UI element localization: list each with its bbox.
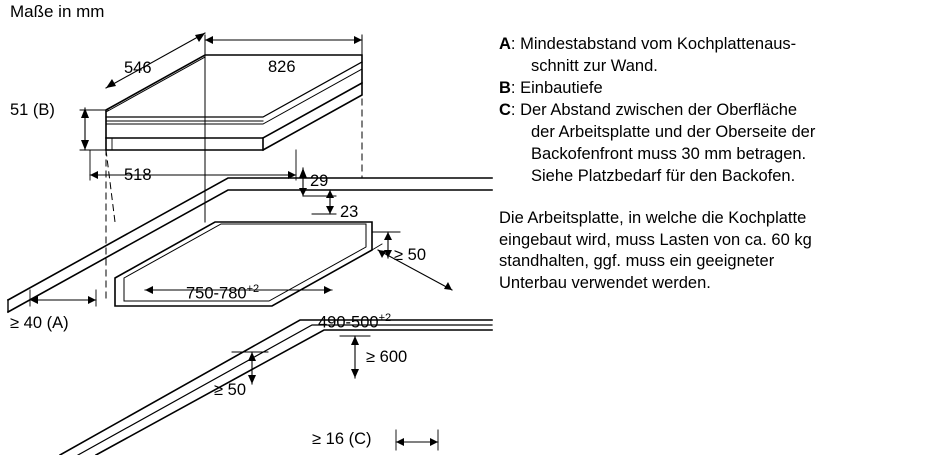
legend-a-line1: Mindestabstand vom Kochplattenaus-	[520, 35, 797, 53]
dimension-ge-16-c: ≥ 16 (C)	[312, 430, 372, 448]
dimension-750-780: $750-780^{+2}$	[186, 283, 260, 303]
legend-key-a: A	[499, 35, 511, 53]
dimension-23: 23	[340, 203, 359, 221]
dimension-ge-600: ≥ 600	[366, 348, 408, 366]
units-note: Maße in mm	[10, 2, 105, 21]
load-note-line1: Die Arbeitsplatte, in welche die Kochplatte	[499, 208, 807, 227]
dimension-546: 546	[124, 59, 152, 77]
dimension-518: 518	[124, 166, 152, 184]
legend-text-column	[499, 34, 931, 295]
dimension-29: 29	[310, 172, 329, 190]
load-note-line4: Unterbau verwendet werden.	[499, 274, 711, 293]
dimension-ge-40-a: ≥ 40 (A)	[10, 314, 69, 332]
load-note-line2: eingebaut wird, muss Lasten von ca. 60 kg	[499, 230, 812, 249]
legend-c-line2: der Arbeitsplatte und der Oberseite der	[531, 122, 816, 141]
legend-b-line1: Einbautiefe	[520, 78, 603, 97]
legend-c-line4: Siehe Platzbedarf für den Backofen.	[531, 166, 796, 185]
load-note-line3: standhalten, ggf. muss ein geeigneter	[499, 252, 775, 271]
dimension-490-500-tolerance: +2	[378, 312, 392, 324]
legend-c-line3: Backofenfront muss 30 mm betragen.	[531, 144, 807, 163]
dimension-490-500: $490-500^{+2}$	[318, 312, 392, 332]
legend-item-a	[499, 34, 931, 78]
legend-item-b	[499, 78, 931, 100]
load-note-paragraph	[499, 208, 931, 296]
legend-key-c: C	[499, 100, 511, 119]
dimension-ge-50-bottom: ≥ 50	[214, 381, 246, 399]
dimension-51-b: 51 (B)	[10, 101, 55, 119]
dimension-826: 826	[268, 58, 296, 76]
dimension-750-780-tolerance: +2	[246, 283, 260, 295]
legend-item-c	[499, 100, 931, 188]
legend-sep-c: :	[510, 100, 521, 119]
legend-c-line1: Der Abstand zwischen der Oberfläche	[520, 100, 798, 119]
legend-key-b: B	[499, 78, 511, 97]
dimension-ge-50-top: ≥ 50	[394, 246, 426, 264]
legend-a-line2: schnitt zur Wand.	[531, 56, 658, 75]
legend-sep-b: :	[510, 78, 521, 97]
legend-sep-a: :	[510, 35, 521, 53]
